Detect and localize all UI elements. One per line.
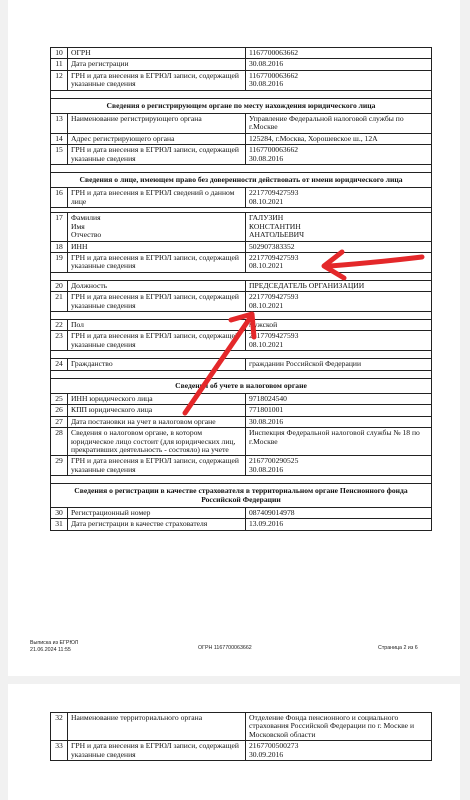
field-label: Должность bbox=[68, 280, 246, 291]
table-row bbox=[51, 456, 432, 476]
footer-left: Выписка из ЕГРЮЛ 21.06.2024 11:55 bbox=[30, 640, 79, 653]
row-number: 31 bbox=[51, 519, 68, 530]
document-page-2 bbox=[8, 684, 460, 800]
table-row bbox=[51, 114, 432, 134]
field-label: ГРН и дата внесения в ЕГРЮЛ записи, содержащей указанные сведения bbox=[68, 70, 246, 90]
field-value: 2167700500273 30.09.2016 bbox=[246, 741, 432, 761]
row-number: 33 bbox=[51, 741, 68, 761]
field-value: 2217709427593 08.10.2021 bbox=[246, 292, 432, 312]
spacer-cell bbox=[51, 370, 432, 378]
field-value: 1167700063662 30.08.2016 bbox=[246, 145, 432, 165]
egrul-table-page-2 bbox=[50, 712, 432, 761]
field-value: 771801001 bbox=[246, 405, 432, 416]
field-value: гражданин Российской Федерации bbox=[246, 359, 432, 370]
row-number: 17 bbox=[51, 213, 68, 241]
section-header-row bbox=[51, 484, 432, 508]
field-label: Наименование территориального органа bbox=[68, 713, 246, 741]
field-label: Наименование регистрирующего органа bbox=[68, 114, 246, 134]
field-label: ОГРН bbox=[68, 48, 246, 59]
table-row bbox=[51, 331, 432, 351]
field-label: Фамилия Имя Отчество bbox=[68, 213, 246, 241]
field-label: Регистрационный номер bbox=[68, 508, 246, 519]
table-spacer-row bbox=[51, 351, 432, 359]
table-row bbox=[51, 319, 432, 330]
section-header-row bbox=[51, 378, 432, 393]
table-row bbox=[51, 405, 432, 416]
row-number: 27 bbox=[51, 416, 68, 427]
field-value: ГАЛУЗИН КОНСТАНТИН АНАТОЛЬЕВИЧ bbox=[246, 213, 432, 241]
section-title: Сведения об учете в налоговом органе bbox=[51, 378, 432, 393]
spacer-cell bbox=[51, 311, 432, 319]
field-value: 1167700063662 bbox=[246, 48, 432, 59]
document-page-1 bbox=[8, 0, 460, 676]
field-label: ИНН bbox=[68, 241, 246, 252]
field-label: Сведения о налоговом органе, в котором юридическое лицо состоит (для юридических лиц, прекративших деятельность - состояло) на учете bbox=[68, 428, 246, 456]
row-number: 32 bbox=[51, 713, 68, 741]
section-title: Сведения о лице, имеющем право без доверенности действовать от имени юридического лица bbox=[51, 173, 432, 188]
table-row bbox=[51, 70, 432, 90]
field-label: ГРН и дата внесения в ЕГРЮЛ записи, содержащей указанные сведения bbox=[68, 252, 246, 272]
spacer-cell bbox=[51, 476, 432, 484]
field-label: Адрес регистрирующего органа bbox=[68, 133, 246, 144]
field-value: 30.08.2016 bbox=[246, 59, 432, 70]
spacer-cell bbox=[51, 90, 432, 98]
field-label: ГРН и дата внесения в ЕГРЮЛ записи, содержащей указанные сведения bbox=[68, 145, 246, 165]
field-value: 30.08.2016 bbox=[246, 416, 432, 427]
table-row bbox=[51, 713, 432, 741]
row-number: 26 bbox=[51, 405, 68, 416]
field-value: Отделение Фонда пенсионного и социального страхования Российской Федерации по г. Москве и Московской области bbox=[246, 713, 432, 741]
row-number: 16 bbox=[51, 188, 68, 208]
row-number: 11 bbox=[51, 59, 68, 70]
table-spacer-row bbox=[51, 311, 432, 319]
table-spacer-row bbox=[51, 476, 432, 484]
table-row bbox=[51, 213, 432, 241]
spacer-cell bbox=[51, 272, 432, 280]
row-number: 22 bbox=[51, 319, 68, 330]
table-spacer-row bbox=[51, 272, 432, 280]
table-row bbox=[51, 519, 432, 530]
table-row bbox=[51, 741, 432, 761]
section-title: Сведения о регистрации в качестве страхователя в территориальном органе Пенсионного фонда Российской Федерации bbox=[51, 484, 432, 508]
table-row bbox=[51, 188, 432, 208]
row-number: 13 bbox=[51, 114, 68, 134]
row-number: 25 bbox=[51, 393, 68, 404]
field-label: Дата постановки на учет в налоговом органе bbox=[68, 416, 246, 427]
footer-center: ОГРН 1167700063662 bbox=[198, 645, 252, 651]
footer-right: Страница 2 из 6 bbox=[378, 645, 418, 651]
field-label: ГРН и дата внесения в ЕГРЮЛ записи, содержащей указанные сведения bbox=[68, 741, 246, 761]
row-number: 19 bbox=[51, 252, 68, 272]
row-number: 12 bbox=[51, 70, 68, 90]
spacer-cell bbox=[51, 351, 432, 359]
table-row bbox=[51, 280, 432, 291]
row-number: 29 bbox=[51, 456, 68, 476]
field-value: 2217709427593 08.10.2021 bbox=[246, 188, 432, 208]
table-row bbox=[51, 133, 432, 144]
field-label: Пол bbox=[68, 319, 246, 330]
table-spacer-row bbox=[51, 370, 432, 378]
field-label: Гражданство bbox=[68, 359, 246, 370]
row-number: 21 bbox=[51, 292, 68, 312]
field-label: ГРН и дата внесения в ЕГРЮЛ записи, содержащей указанные сведения bbox=[68, 292, 246, 312]
row-number: 10 bbox=[51, 48, 68, 59]
row-number: 24 bbox=[51, 359, 68, 370]
table-row bbox=[51, 292, 432, 312]
field-value: Управление Федеральной налоговой службы по г.Москве bbox=[246, 114, 432, 134]
table-spacer-row bbox=[51, 90, 432, 98]
field-value: 087409014978 bbox=[246, 508, 432, 519]
table-row bbox=[51, 59, 432, 70]
section-title: Сведения о регистрирующем органе по месту нахождения юридического лица bbox=[51, 98, 432, 113]
table-row bbox=[51, 428, 432, 456]
field-label: ГРН и дата внесения в ЕГРЮЛ сведений о данном лице bbox=[68, 188, 246, 208]
field-value: 125284, г.Москва, Хорошевское ш., 12А bbox=[246, 133, 432, 144]
table-row bbox=[51, 393, 432, 404]
field-value: Инспекция Федеральной налоговой службы № 18 по г.Москве bbox=[246, 428, 432, 456]
field-label: Дата регистрации bbox=[68, 59, 246, 70]
field-value: 502907383352 bbox=[246, 241, 432, 252]
table-row bbox=[51, 48, 432, 59]
row-number: 28 bbox=[51, 428, 68, 456]
row-number: 15 bbox=[51, 145, 68, 165]
field-value: 2217709427593 08.10.2021 bbox=[246, 331, 432, 351]
table-spacer-row bbox=[51, 165, 432, 173]
table-row bbox=[51, 241, 432, 252]
egrul-table-page-1 bbox=[50, 47, 432, 531]
field-label: ГРН и дата внесения в ЕГРЮЛ записи, содержащей указанные сведения bbox=[68, 331, 246, 351]
row-number: 30 bbox=[51, 508, 68, 519]
table-row bbox=[51, 145, 432, 165]
table-row bbox=[51, 416, 432, 427]
spacer-cell bbox=[51, 165, 432, 173]
row-number: 23 bbox=[51, 331, 68, 351]
table-row bbox=[51, 508, 432, 519]
field-value: ПРЕДСЕДАТЕЛЬ ОРГАНИЗАЦИИ bbox=[246, 280, 432, 291]
field-value: мужской bbox=[246, 319, 432, 330]
field-value: 13.09.2016 bbox=[246, 519, 432, 530]
row-number: 18 bbox=[51, 241, 68, 252]
row-number: 20 bbox=[51, 280, 68, 291]
row-number: 14 bbox=[51, 133, 68, 144]
field-label: КПП юридического лица bbox=[68, 405, 246, 416]
table-row bbox=[51, 252, 432, 272]
field-value: 9718024540 bbox=[246, 393, 432, 404]
section-header-row bbox=[51, 173, 432, 188]
field-label: Дата регистрации в качестве страхователя bbox=[68, 519, 246, 530]
section-header-row bbox=[51, 98, 432, 113]
field-label: ГРН и дата внесения в ЕГРЮЛ записи, содержащей указанные сведения bbox=[68, 456, 246, 476]
table-row bbox=[51, 359, 432, 370]
field-value: 2167700290525 30.08.2016 bbox=[246, 456, 432, 476]
field-value: 1167700063662 30.08.2016 bbox=[246, 70, 432, 90]
field-label: ИНН юридического лица bbox=[68, 393, 246, 404]
field-value: 2217709427593 08.10.2021 bbox=[246, 252, 432, 272]
